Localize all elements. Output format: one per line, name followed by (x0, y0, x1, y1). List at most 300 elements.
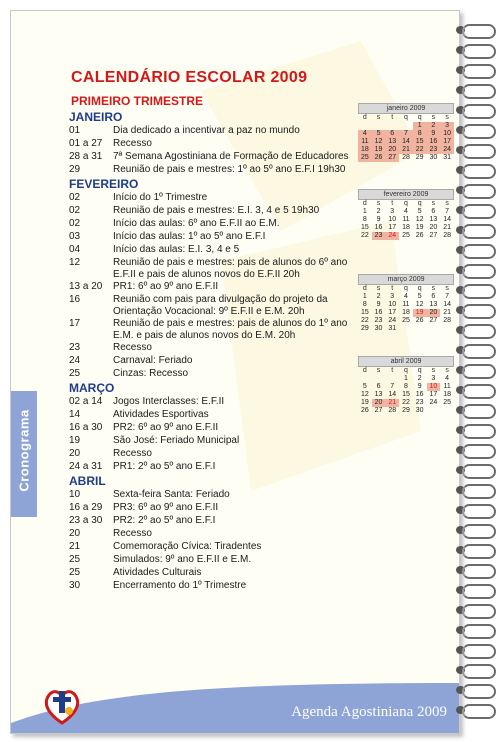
event-row (69, 580, 359, 593)
calendar-day: 4 (358, 130, 372, 138)
weekday-label: t (391, 114, 394, 121)
spiral-ring (456, 122, 496, 138)
calendar-day: 20 (385, 146, 399, 154)
event-text: Dia dedicado a incentivar a paz no mundo (113, 125, 300, 136)
weekday-label: t (391, 367, 394, 374)
calendar-day: 5 (372, 130, 386, 138)
event-row (69, 138, 359, 151)
event-date: 02 (69, 205, 81, 216)
mini-calendar (358, 189, 454, 240)
event-text: Reunião de pais e mestres: 1º ao 5º ano E.F.I 19h30 (113, 164, 346, 175)
weekday-label: s (376, 285, 381, 292)
event-date: 02 a 14 (69, 396, 103, 407)
footer-title: Agenda Agostiniana 2009 (291, 704, 447, 720)
calendar-day: 8 (362, 216, 367, 223)
event-text: PR1: 6º ao 9º ano E.F.II (113, 281, 219, 292)
calendar-day: 18 (402, 224, 410, 231)
calendar-day: 27 (374, 407, 383, 414)
mini-calendar-title: fevereiro 2009 (358, 189, 454, 200)
calendar-day: 19 (372, 146, 386, 154)
spiral-ring (456, 242, 496, 258)
calendar-day: 31 (443, 154, 451, 161)
event-row (69, 218, 359, 231)
calendar-day: 6 (376, 383, 381, 390)
event-date: 19 (69, 435, 81, 446)
event-text: Recesso (113, 138, 152, 149)
weekday-label: s (445, 367, 449, 374)
calendar-day: 27 (429, 317, 438, 324)
calendar-day: 9 (376, 301, 381, 308)
event-text: Recesso (113, 528, 152, 539)
weekday-label: q (404, 367, 408, 374)
weekday-label: s (431, 200, 436, 207)
calendar-day: 22 (360, 232, 369, 239)
calendar-day: 12 (415, 216, 424, 223)
event-text: PR1: 2º ao 5º ano E.F.I (113, 461, 216, 472)
event-text: PR2: 2º ao 5º ano E.F.I (113, 515, 216, 526)
spiral-ring (456, 482, 496, 498)
event-date: 20 (69, 448, 81, 459)
event-date: 13 a 20 (69, 281, 103, 292)
events-list (69, 110, 359, 593)
agostiniana-logo (41, 685, 83, 727)
month-heading: JANEIRO (69, 110, 123, 124)
spiral-ring (456, 182, 496, 198)
calendar-day: 3 (431, 375, 436, 382)
calendar-day: 13 (385, 138, 399, 146)
event-row (69, 435, 359, 448)
spiral-ring (456, 622, 496, 638)
event-row (69, 422, 359, 435)
calendar-day: 21 (443, 224, 451, 231)
calendar-day: 9 (427, 130, 441, 138)
calendar-day: 4 (445, 375, 450, 382)
calendar-day (440, 325, 454, 333)
calendar-day (399, 325, 413, 333)
calendar-day: 26 (415, 317, 424, 324)
event-text: Recesso (113, 448, 152, 459)
weekday-label: q (404, 200, 408, 207)
trimester-heading: PRIMEIRO TRIMESTRE (71, 94, 204, 108)
weekday-label: d (362, 285, 367, 292)
calendar-day: 3 (390, 293, 395, 300)
weekday-label: q (404, 285, 408, 292)
calendar-day: 15 (402, 391, 410, 398)
side-tab-label: Cronograma (16, 409, 32, 492)
weekday-label: s (431, 285, 436, 292)
calendar-day: 26 (415, 232, 424, 239)
calendar-day: 28 (443, 317, 451, 324)
calendar-day: 11 (402, 301, 410, 308)
calendar-day: 6 (431, 293, 436, 300)
event-text: Atividades Culturais (113, 567, 202, 578)
spiral-ring (456, 62, 496, 78)
event-text: Comemoração Cívica: Tiradentes (113, 541, 262, 552)
calendar-day: 1 (362, 208, 367, 215)
calendar-day: 31 (388, 325, 397, 332)
event-row (69, 205, 359, 218)
weekday-label: q (417, 200, 422, 207)
calendar-day: 7 (390, 383, 395, 390)
calendar-day: 18 (443, 391, 451, 398)
event-date: 16 a 29 (69, 502, 103, 513)
weekday-label: t (391, 200, 394, 207)
calendar-day: 25 (402, 317, 410, 324)
calendar-day: 3 (390, 208, 395, 215)
side-tab (11, 391, 37, 517)
event-row (69, 528, 359, 541)
event-date: 30 (69, 580, 81, 591)
event-date: 21 (69, 541, 81, 552)
event-row (69, 244, 359, 257)
event-date: 04 (69, 244, 81, 255)
calendar-day: 19 (415, 224, 424, 231)
event-text: Encerramento do 1º Trimestre (113, 580, 247, 591)
event-row (69, 294, 359, 318)
event-date: 23 (69, 342, 81, 353)
event-text: Reunião com pais para divulgação do projeto da Orientação Vocacional: 9º E.F.II e E.M. 20h (113, 294, 328, 317)
event-date: 25 (69, 368, 81, 379)
weekday-label: q (417, 285, 422, 292)
calendar-day: 7 (445, 293, 450, 300)
event-date: 14 (69, 409, 81, 420)
calendar-day: 19 (413, 309, 427, 317)
calendar-day: 24 (385, 232, 399, 240)
calendar-day: 8 (413, 130, 427, 138)
weekday-label: q (417, 367, 422, 374)
calendar-day: 14 (443, 301, 451, 308)
calendar-day: 11 (443, 383, 451, 390)
event-date: 25 (69, 554, 81, 565)
event-date: 01 a 27 (69, 138, 103, 149)
calendar-day: 10 (427, 383, 441, 391)
calendar-day (413, 325, 427, 333)
calendar-day: 7 (399, 130, 413, 138)
calendar-day: 5 (417, 208, 422, 215)
calendar-day: 18 (402, 309, 410, 316)
calendar-day: 2 (427, 122, 441, 130)
event-text: Recesso (113, 342, 152, 353)
month-heading: ABRIL (69, 474, 106, 488)
calendar-day: 23 (374, 317, 383, 324)
calendar-day: 21 (385, 399, 399, 407)
weekday-label: s (431, 114, 436, 121)
calendar-day (427, 325, 441, 333)
calendar-day: 16 (374, 224, 383, 231)
calendar-day: 25 (443, 399, 451, 406)
event-row (69, 409, 359, 422)
mini-calendar-title: março 2009 (358, 274, 454, 285)
spiral-ring (456, 162, 496, 178)
calendar-day: 6 (431, 208, 436, 215)
calendar-day: 12 (360, 391, 369, 398)
event-text: Atividades Esportivas (113, 409, 209, 420)
calendar-day: 4 (404, 293, 408, 300)
calendar-day: 16 (374, 309, 383, 316)
calendar-day: 17 (388, 309, 397, 316)
event-row (69, 257, 359, 281)
calendar-day: 26 (360, 407, 369, 414)
calendar-day: 29 (360, 325, 369, 332)
spiral-ring (456, 22, 496, 38)
event-row (69, 281, 359, 294)
calendar-day (358, 122, 372, 130)
event-row (69, 164, 359, 177)
spiral-ring (456, 42, 496, 58)
event-row (69, 342, 359, 355)
calendar-day: 17 (388, 224, 397, 231)
calendar-day: 28 (443, 232, 451, 239)
calendar-day: 13 (429, 301, 438, 308)
event-date: 01 (69, 125, 81, 136)
spiral-ring (456, 322, 496, 338)
event-date: 20 (69, 528, 81, 539)
calendar-day: 1 (362, 293, 367, 300)
spiral-ring (456, 662, 496, 678)
spiral-ring (456, 302, 496, 318)
event-date: 10 (69, 489, 81, 500)
calendar-day: 21 (443, 309, 451, 316)
event-text: Início do 1º Trimestre (113, 192, 208, 203)
mini-calendar (358, 103, 454, 162)
event-row (69, 192, 359, 205)
event-row (69, 125, 359, 138)
calendar-day: 5 (417, 293, 422, 300)
calendar-day (358, 375, 372, 383)
calendar-day: 2 (376, 293, 381, 300)
spiral-ring (456, 282, 496, 298)
event-row (69, 448, 359, 461)
event-date: 16 a 30 (69, 422, 103, 433)
event-date: 24 a 31 (69, 461, 103, 472)
event-text: Início das aulas: E.I. 3, 4 e 5 (113, 244, 240, 255)
event-row (69, 318, 359, 342)
calendar-day: 15 (360, 224, 369, 231)
spiral-ring (456, 402, 496, 418)
calendar-day (385, 375, 399, 383)
calendar-day: 22 (360, 317, 369, 324)
event-row (69, 515, 359, 528)
calendar-day: 12 (372, 138, 386, 146)
weekday-label: q (404, 114, 408, 121)
event-date: 24 (69, 355, 81, 366)
event-text: São José: Feriado Municipal (113, 435, 240, 446)
event-row (69, 461, 359, 474)
event-row (69, 554, 359, 567)
event-row (69, 368, 359, 381)
event-text: Reunião de pais e mestres: E.I. 3, 4 e 5 19h30 (113, 205, 320, 216)
calendar-day: 6 (385, 130, 399, 138)
spiral-ring (456, 222, 496, 238)
weekday-label: d (362, 367, 367, 374)
event-row (69, 231, 359, 244)
calendar-day: 30 (415, 407, 424, 414)
weekday-label: s (376, 200, 381, 207)
calendar-day: 1 (413, 122, 427, 130)
calendar-day: 22 (413, 146, 427, 154)
event-row (69, 151, 359, 164)
weekday-label: s (376, 114, 381, 121)
event-date: 02 (69, 192, 81, 203)
calendar-day: 10 (388, 301, 397, 308)
calendar-day: 2 (376, 208, 381, 215)
calendar-day (372, 122, 386, 130)
calendar-day: 24 (440, 146, 454, 154)
spiral-ring (456, 562, 496, 578)
event-date: 02 (69, 218, 81, 229)
event-row (69, 567, 359, 580)
calendar-day: 14 (399, 138, 413, 146)
event-date: 28 a 31 (69, 151, 103, 162)
calendar-day: 1 (404, 375, 408, 382)
calendar-day: 24 (388, 317, 397, 324)
spiral-ring (456, 442, 496, 458)
event-text: PR2: 6º ao 9º ano E.F.II (113, 422, 219, 433)
mini-calendar (358, 274, 454, 333)
calendar-day: 27 (429, 232, 438, 239)
event-text: Simulados: 9º ano E.F.II e E.M. (113, 554, 252, 565)
weekday-label: s (445, 200, 449, 207)
event-text: Reunião de pais e mestres: pais de alunos do 6º ano E.F.II e pais de alunos novos do E.F.II 20h (113, 257, 348, 280)
calendar-day: 29 (402, 407, 410, 414)
calendar-day: 29 (415, 154, 424, 161)
month-heading: MARÇO (69, 381, 115, 395)
calendar-day (372, 375, 386, 383)
calendar-day: 20 (427, 309, 441, 317)
calendar-day: 14 (388, 391, 397, 398)
event-date: 29 (69, 164, 81, 175)
mini-calendar (358, 356, 454, 415)
calendar-day: 22 (402, 399, 410, 406)
calendar-day: 10 (388, 216, 397, 223)
calendar-day: 15 (360, 309, 369, 316)
calendar-day: 5 (362, 383, 367, 390)
event-text: Reunião de pais e mestres: pais de alunos do 1º ano E.M. e pais de alunos novos do E.M. 20h (113, 318, 348, 341)
event-date: 17 (69, 318, 81, 329)
calendar-day: 26 (372, 154, 386, 162)
calendar-day (440, 407, 454, 415)
calendar-day: 23 (372, 232, 386, 240)
event-text: Jogos Interclasses: E.F.II (113, 396, 225, 407)
weekday-label: q (417, 114, 422, 121)
calendar-day: 10 (440, 130, 454, 138)
calendar-day: 18 (358, 146, 372, 154)
calendar-day: 8 (362, 301, 367, 308)
event-text: PR3: 6º ao 9º ano E.F.II (113, 502, 219, 513)
calendar-day: 17 (440, 138, 454, 146)
spiral-ring (456, 102, 496, 118)
calendar-day: 17 (429, 391, 438, 398)
calendar-day: 13 (429, 216, 438, 223)
calendar-day: 28 (402, 154, 410, 161)
event-row (69, 541, 359, 554)
calendar-day (427, 407, 441, 415)
event-row (69, 489, 359, 502)
spiral-ring (456, 382, 496, 398)
spiral-ring (456, 142, 496, 158)
calendar-day (385, 122, 399, 130)
event-text: 7ª Semana Agostiniana de Formação de Educadores (113, 151, 349, 162)
calendar-day: 27 (385, 154, 399, 162)
weekday-label: d (362, 200, 367, 207)
spiral-ring (456, 342, 496, 358)
spiral-ring (456, 362, 496, 378)
event-text: Início das aulas: 1º ao 5º ano E.F.I (113, 231, 266, 242)
spiral-ring (456, 682, 496, 698)
event-date: 12 (69, 257, 81, 268)
spiral-ring (456, 542, 496, 558)
spiral-ring (456, 642, 496, 658)
calendar-day: 11 (358, 138, 372, 146)
calendar-day: 14 (443, 216, 451, 223)
calendar-day: 21 (399, 146, 413, 154)
calendar-day: 30 (429, 154, 438, 161)
event-text: Sexta-feira Santa: Feriado (113, 489, 230, 500)
calendar-day: 25 (358, 154, 372, 162)
weekday-label: s (445, 285, 449, 292)
calendar-day: 30 (374, 325, 383, 332)
mini-calendar-title: janeiro 2009 (358, 103, 454, 114)
spiral-ring (456, 422, 496, 438)
event-date: 03 (69, 231, 81, 242)
calendar-day: 4 (404, 208, 408, 215)
event-text: Início das aulas: 6º ano E.F.II ao E.M. (113, 218, 280, 229)
event-date: 23 a 30 (69, 515, 103, 526)
calendar-day: 2 (417, 375, 422, 382)
agenda-page (10, 10, 460, 734)
event-date: 25 (69, 567, 81, 578)
calendar-day: 9 (417, 383, 422, 390)
event-date: 16 (69, 294, 81, 305)
calendar-day: 13 (374, 391, 383, 398)
calendar-day: 8 (404, 383, 408, 390)
spiral-binding (456, 22, 498, 722)
calendar-day: 7 (445, 208, 450, 215)
spiral-ring (456, 502, 496, 518)
calendar-day: 28 (388, 407, 397, 414)
spiral-ring (456, 202, 496, 218)
calendar-day: 16 (427, 138, 441, 146)
spiral-ring (456, 582, 496, 598)
spiral-ring (456, 262, 496, 278)
event-text: Carnaval: Feriado (113, 355, 193, 366)
weekday-label: s (431, 367, 436, 374)
spiral-ring (456, 602, 496, 618)
calendar-day: 15 (413, 138, 427, 146)
page-title: CALENDÁRIO ESCOLAR 2009 (71, 69, 308, 86)
calendar-day: 20 (372, 399, 386, 407)
calendar-day: 23 (415, 399, 424, 406)
weekday-label: t (391, 285, 394, 292)
month-heading: FEVEREIRO (69, 177, 139, 191)
mini-calendar-title: abril 2009 (358, 356, 454, 367)
calendar-day (399, 122, 413, 130)
calendar-day: 11 (402, 216, 410, 223)
calendar-day: 25 (402, 232, 410, 239)
calendar-day: 16 (415, 391, 424, 398)
event-row (69, 396, 359, 409)
weekday-label: s (445, 114, 449, 121)
spiral-ring (456, 522, 496, 538)
calendar-day: 19 (360, 399, 369, 406)
spiral-ring (456, 82, 496, 98)
weekday-label: s (376, 367, 381, 374)
spiral-ring (456, 702, 496, 718)
event-text: Cinzas: Recesso (113, 368, 189, 379)
weekday-label: d (362, 114, 367, 121)
calendar-day: 20 (429, 224, 438, 231)
calendar-day: 3 (440, 122, 454, 130)
